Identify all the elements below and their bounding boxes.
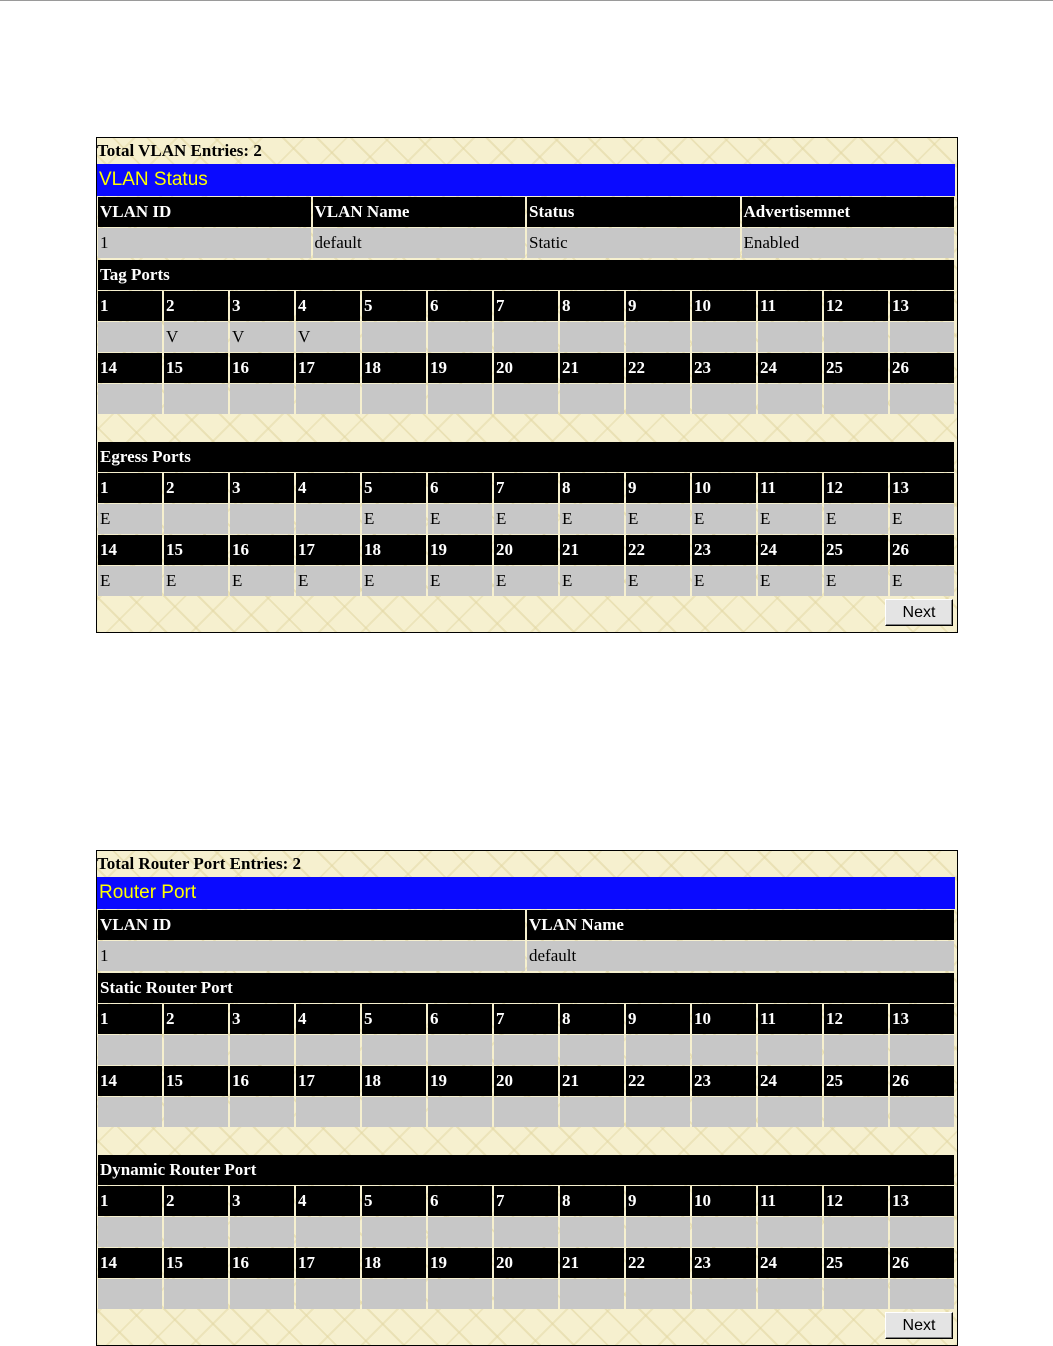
port-number-cell: 25 [824, 1248, 888, 1278]
port-number-cell: 3 [230, 291, 294, 321]
port-value-cell [494, 322, 558, 352]
port-value-cell: V [230, 322, 294, 352]
port-number-cell: 10 [692, 473, 756, 503]
port-value-cell: E [890, 504, 954, 534]
port-value-cell: E [824, 504, 888, 534]
port-number-cell: 18 [362, 1248, 426, 1278]
port-value-cell [494, 1279, 558, 1309]
port-number-cell: 4 [296, 1186, 360, 1216]
port-value-cell: E [494, 504, 558, 534]
port-value-cell: E [494, 566, 558, 596]
port-value-cell [230, 1097, 294, 1127]
port-value-cell [824, 384, 888, 414]
port-value-row [98, 1217, 954, 1247]
vlan-name-header: VLAN Name [527, 910, 954, 940]
port-number-cell: 13 [890, 473, 954, 503]
port-value-cell [890, 1097, 954, 1127]
port-number-cell: 24 [758, 535, 822, 565]
port-value-cell [824, 1097, 888, 1127]
port-value-cell [758, 1035, 822, 1065]
port-number-cell: 17 [296, 353, 360, 383]
port-value-cell [692, 384, 756, 414]
port-number-cell: 2 [164, 1186, 228, 1216]
port-number-cell: 16 [230, 1066, 294, 1096]
port-value-cell: E [890, 566, 954, 596]
port-value-cell [494, 384, 558, 414]
port-value-cell [494, 1217, 558, 1247]
port-number-cell: 9 [626, 1004, 690, 1034]
port-number-cell: 25 [824, 353, 888, 383]
router-port-panel [96, 850, 958, 1346]
port-number-cell: 2 [164, 1004, 228, 1034]
port-value-cell [758, 1279, 822, 1309]
port-value-cell: E [230, 566, 294, 596]
port-number-cell: 19 [428, 353, 492, 383]
port-number-cell: 6 [428, 1004, 492, 1034]
port-value-cell: E [758, 566, 822, 596]
port-value-row [98, 322, 954, 352]
port-value-cell [560, 1217, 624, 1247]
port-number-cell: 18 [362, 1066, 426, 1096]
vlan-id-header: VLAN ID [98, 197, 311, 227]
port-number-cell: 19 [428, 1066, 492, 1096]
port-value-cell [428, 1035, 492, 1065]
port-number-cell: 7 [494, 1186, 558, 1216]
port-value-cell: E [98, 566, 162, 596]
vlan-header-row [98, 197, 954, 227]
port-number-cell: 23 [692, 1066, 756, 1096]
port-value-cell [230, 1279, 294, 1309]
port-number-cell: 22 [626, 535, 690, 565]
next-button[interactable]: Next [885, 1312, 953, 1339]
port-value-cell [758, 322, 822, 352]
port-value-cell [626, 1097, 690, 1127]
port-value-cell [164, 1097, 228, 1127]
port-number-cell: 2 [164, 473, 228, 503]
port-number-cell: 3 [230, 473, 294, 503]
port-value-row [98, 1279, 954, 1309]
router-data-row [98, 941, 954, 971]
port-value-cell [296, 384, 360, 414]
port-number-cell: 18 [362, 535, 426, 565]
port-number-cell: 4 [296, 1004, 360, 1034]
port-value-cell [164, 1035, 228, 1065]
port-value-cell: E [296, 566, 360, 596]
port-value-cell: V [164, 322, 228, 352]
port-value-cell [362, 1279, 426, 1309]
port-value-row [98, 504, 954, 534]
port-value-cell [230, 504, 294, 534]
port-value-cell: E [362, 566, 426, 596]
port-value-cell [890, 322, 954, 352]
port-value-cell [758, 384, 822, 414]
port-value-cell [626, 1035, 690, 1065]
port-value-cell [428, 322, 492, 352]
port-value-cell [428, 1217, 492, 1247]
port-number-cell: 21 [560, 353, 624, 383]
port-number-cell: 12 [824, 1186, 888, 1216]
port-number-cell: 6 [428, 291, 492, 321]
port-value-cell [428, 1279, 492, 1309]
port-number-cell: 14 [98, 535, 162, 565]
port-value-cell [164, 384, 228, 414]
port-number-row [98, 291, 954, 321]
port-number-cell: 8 [560, 1186, 624, 1216]
port-number-cell: 20 [494, 535, 558, 565]
port-value-cell: E [626, 566, 690, 596]
tag-ports-label: Tag Ports [98, 260, 954, 290]
port-number-cell: 4 [296, 473, 360, 503]
port-number-cell: 3 [230, 1004, 294, 1034]
egress-ports-table [96, 441, 956, 597]
port-number-cell: 15 [164, 535, 228, 565]
router-info-table [96, 909, 956, 972]
next-button-area [97, 1310, 957, 1342]
dynamic-router-port-table [96, 1154, 956, 1310]
port-number-cell: 18 [362, 353, 426, 383]
port-number-cell: 15 [164, 353, 228, 383]
next-button-area [97, 597, 957, 629]
port-number-cell: 16 [230, 353, 294, 383]
port-value-cell [296, 1279, 360, 1309]
next-button[interactable]: Next [885, 599, 953, 626]
vlan-status-panel [96, 137, 958, 633]
port-number-cell: 22 [626, 1066, 690, 1096]
port-value-cell [626, 322, 690, 352]
port-number-row [98, 353, 954, 383]
port-number-cell: 20 [494, 1066, 558, 1096]
port-number-cell: 1 [98, 1004, 162, 1034]
port-number-cell: 8 [560, 473, 624, 503]
vlan-name-header: VLAN Name [313, 197, 526, 227]
port-value-cell [824, 1217, 888, 1247]
vlan-name-value: default [527, 941, 954, 971]
port-number-cell: 23 [692, 1248, 756, 1278]
port-value-cell [98, 1035, 162, 1065]
port-number-cell: 25 [824, 1066, 888, 1096]
port-number-cell: 26 [890, 353, 954, 383]
port-value-cell: E [560, 566, 624, 596]
static-router-port-label: Static Router Port [98, 973, 954, 1003]
port-value-cell [296, 1035, 360, 1065]
port-value-cell [164, 1217, 228, 1247]
port-number-row [98, 1066, 954, 1096]
port-number-cell: 22 [626, 1248, 690, 1278]
vlan-info-table [96, 196, 956, 259]
total-router-port-entries: Total Router Port Entries: 2 [97, 854, 301, 873]
port-value-cell [890, 1035, 954, 1065]
port-number-cell: 23 [692, 353, 756, 383]
port-number-cell: 1 [98, 291, 162, 321]
port-value-cell [428, 1097, 492, 1127]
port-value-cell [494, 1097, 558, 1127]
port-number-cell: 15 [164, 1248, 228, 1278]
port-value-cell [362, 384, 426, 414]
port-number-cell: 1 [98, 1186, 162, 1216]
port-number-cell: 7 [494, 473, 558, 503]
port-value-cell [890, 1279, 954, 1309]
port-number-cell: 20 [494, 1248, 558, 1278]
total-vlan-entries: Total VLAN Entries: 2 [97, 141, 262, 160]
port-number-cell: 20 [494, 353, 558, 383]
dynamic-router-port-label: Dynamic Router Port [98, 1155, 954, 1185]
vlan-id-value: 1 [98, 941, 525, 971]
section-spacer [97, 415, 957, 441]
port-value-cell [824, 1035, 888, 1065]
vlan-name-value: default [313, 228, 526, 258]
port-value-cell: E [824, 566, 888, 596]
port-value-cell: E [164, 566, 228, 596]
port-number-cell: 13 [890, 291, 954, 321]
port-value-row [98, 384, 954, 414]
port-number-cell: 21 [560, 1248, 624, 1278]
port-number-cell: 12 [824, 473, 888, 503]
port-value-cell [296, 1217, 360, 1247]
port-value-cell: E [428, 566, 492, 596]
port-value-cell [824, 1279, 888, 1309]
port-value-cell [890, 1217, 954, 1247]
port-value-cell: E [560, 504, 624, 534]
port-number-cell: 9 [626, 473, 690, 503]
vlan-id-header: VLAN ID [98, 910, 525, 940]
port-number-cell: 5 [362, 1186, 426, 1216]
port-number-cell: 10 [692, 1186, 756, 1216]
port-number-cell: 14 [98, 1248, 162, 1278]
port-value-cell [758, 1217, 822, 1247]
port-value-cell [230, 1035, 294, 1065]
port-value-cell: E [98, 504, 162, 534]
port-number-cell: 6 [428, 1186, 492, 1216]
port-value-cell [230, 1217, 294, 1247]
port-value-cell [164, 504, 228, 534]
port-number-cell: 16 [230, 1248, 294, 1278]
port-value-cell [824, 322, 888, 352]
port-number-cell: 24 [758, 1248, 822, 1278]
static-router-port-table [96, 972, 956, 1128]
port-number-cell: 11 [758, 1004, 822, 1034]
section-spacer [97, 1128, 957, 1154]
port-number-cell: 17 [296, 535, 360, 565]
port-value-cell [626, 1279, 690, 1309]
port-value-cell [692, 1035, 756, 1065]
port-number-cell: 14 [98, 1066, 162, 1096]
port-value-cell: E [626, 504, 690, 534]
status-header: Status [527, 197, 740, 227]
port-number-cell: 4 [296, 291, 360, 321]
port-number-cell: 19 [428, 535, 492, 565]
port-value-cell [98, 1217, 162, 1247]
port-value-cell [164, 1279, 228, 1309]
port-number-cell: 5 [362, 473, 426, 503]
port-number-cell: 19 [428, 1248, 492, 1278]
port-number-cell: 12 [824, 291, 888, 321]
port-value-cell [692, 1097, 756, 1127]
port-number-cell: 2 [164, 291, 228, 321]
port-value-cell [494, 1035, 558, 1065]
port-number-cell: 6 [428, 473, 492, 503]
port-value-row [98, 566, 954, 596]
port-value-cell [362, 322, 426, 352]
page-top-rule [0, 0, 1053, 1]
port-number-cell: 25 [824, 535, 888, 565]
port-number-row [98, 473, 954, 503]
port-value-cell [758, 1097, 822, 1127]
port-number-row [98, 1186, 954, 1216]
port-value-cell [560, 322, 624, 352]
vlan-data-row [98, 228, 954, 258]
port-number-cell: 26 [890, 1066, 954, 1096]
port-value-cell [296, 504, 360, 534]
port-number-cell: 11 [758, 473, 822, 503]
port-value-cell [230, 384, 294, 414]
port-value-cell [560, 384, 624, 414]
port-number-cell: 1 [98, 473, 162, 503]
port-number-cell: 24 [758, 1066, 822, 1096]
port-value-cell [692, 322, 756, 352]
port-number-cell: 8 [560, 1004, 624, 1034]
port-value-cell [890, 384, 954, 414]
port-value-cell [560, 1097, 624, 1127]
port-number-cell: 7 [494, 291, 558, 321]
port-value-cell [98, 1279, 162, 1309]
port-value-cell [296, 1097, 360, 1127]
advertisement-value: Enabled [742, 228, 955, 258]
port-value-cell [98, 384, 162, 414]
port-value-row [98, 1097, 954, 1127]
port-number-cell: 12 [824, 1004, 888, 1034]
vlan-id-value: 1 [98, 228, 311, 258]
advertisement-header: Advertisemnet [742, 197, 955, 227]
port-number-cell: 5 [362, 291, 426, 321]
port-number-cell: 23 [692, 535, 756, 565]
port-value-cell [428, 384, 492, 414]
port-number-cell: 16 [230, 535, 294, 565]
port-value-cell [362, 1217, 426, 1247]
vlan-status-title: VLAN Status [97, 164, 955, 196]
port-number-cell: 3 [230, 1186, 294, 1216]
port-value-cell [692, 1217, 756, 1247]
port-value-row [98, 1035, 954, 1065]
port-value-cell: V [296, 322, 360, 352]
port-number-cell: 21 [560, 535, 624, 565]
port-number-cell: 11 [758, 291, 822, 321]
port-value-cell [626, 1217, 690, 1247]
port-number-cell: 8 [560, 291, 624, 321]
port-value-cell [560, 1035, 624, 1065]
port-value-cell [98, 1097, 162, 1127]
port-value-cell: E [428, 504, 492, 534]
status-value: Static [527, 228, 740, 258]
port-number-cell: 9 [626, 291, 690, 321]
port-number-cell: 13 [890, 1186, 954, 1216]
port-number-cell: 9 [626, 1186, 690, 1216]
port-number-cell: 26 [890, 535, 954, 565]
port-value-cell: E [692, 504, 756, 534]
port-value-cell: E [692, 566, 756, 596]
port-value-cell: E [758, 504, 822, 534]
port-number-cell: 17 [296, 1248, 360, 1278]
port-number-cell: 22 [626, 353, 690, 383]
port-number-cell: 10 [692, 1004, 756, 1034]
egress-ports-label: Egress Ports [98, 442, 954, 472]
port-number-cell: 11 [758, 1186, 822, 1216]
port-number-cell: 10 [692, 291, 756, 321]
port-number-row [98, 535, 954, 565]
port-number-cell: 13 [890, 1004, 954, 1034]
port-number-cell: 26 [890, 1248, 954, 1278]
port-value-cell [362, 1097, 426, 1127]
port-number-cell: 21 [560, 1066, 624, 1096]
port-number-cell: 15 [164, 1066, 228, 1096]
port-value-cell: E [362, 504, 426, 534]
port-value-cell [560, 1279, 624, 1309]
port-number-cell: 24 [758, 353, 822, 383]
port-number-row [98, 1004, 954, 1034]
port-value-cell [98, 322, 162, 352]
port-value-cell [626, 384, 690, 414]
port-number-cell: 14 [98, 353, 162, 383]
port-number-cell: 17 [296, 1066, 360, 1096]
port-value-cell [362, 1035, 426, 1065]
port-number-cell: 5 [362, 1004, 426, 1034]
port-number-cell: 7 [494, 1004, 558, 1034]
router-header-row [98, 910, 954, 940]
port-value-cell [692, 1279, 756, 1309]
port-number-row [98, 1248, 954, 1278]
tag-ports-table [96, 259, 956, 415]
router-port-title: Router Port [97, 877, 955, 909]
